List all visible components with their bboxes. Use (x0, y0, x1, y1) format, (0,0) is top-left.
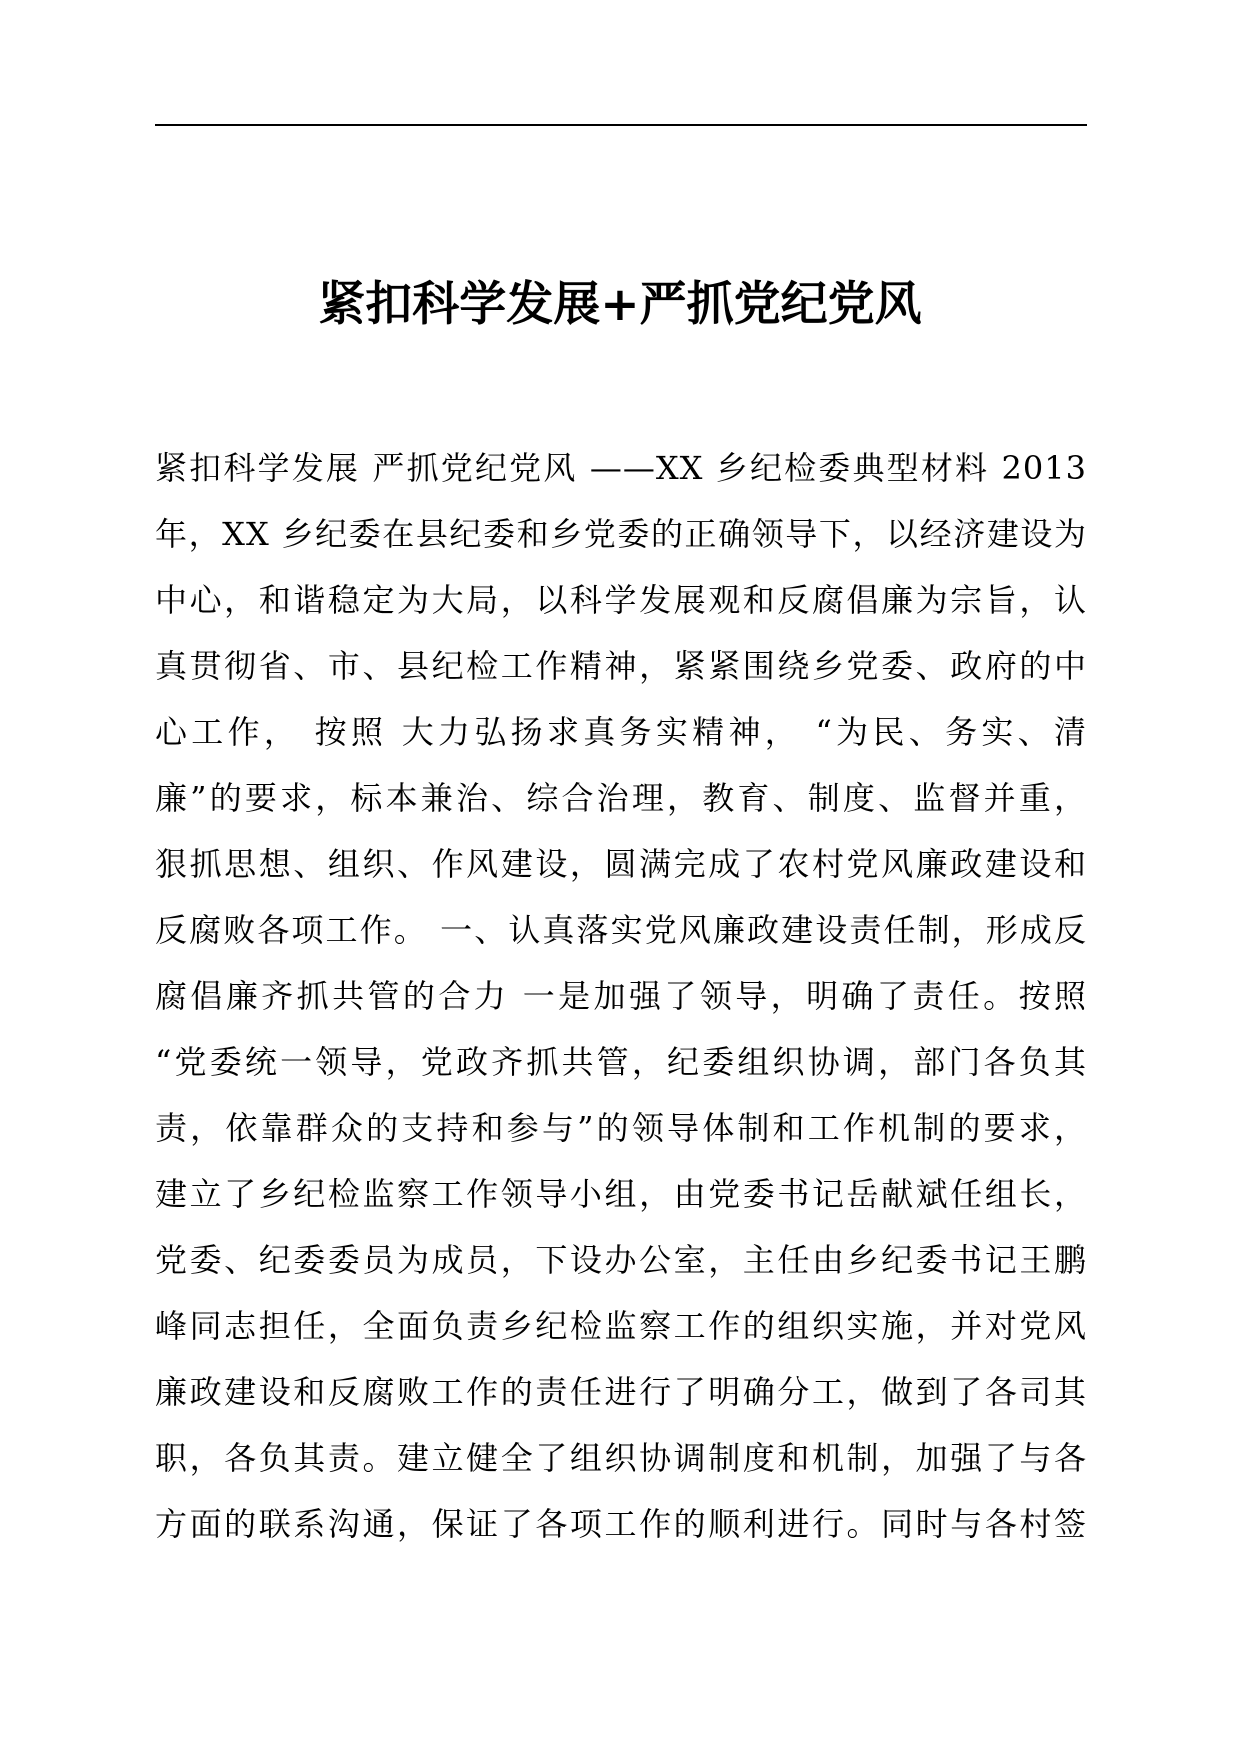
body-line: 心工作， 按照 大力弘扬求真务实精神， “为民、务实、清 (155, 713, 1087, 751)
body-line: 峰同志担任，全面负责乡纪检监察工作的组织实施，并对党风 (155, 1307, 1087, 1345)
document-title: 紧扣科学发展+严抓党纪党风 (318, 277, 922, 332)
body-line: 党委、纪委委员为成员，下设办公室，主任由乡纪委书记王鹏 (155, 1241, 1087, 1279)
body-line: 廉政建设和反腐败工作的责任进行了明确分工，做到了各司其 (155, 1373, 1087, 1411)
body-line: 廉”的要求，标本兼治、综合治理，教育、制度、监督并重， (155, 779, 1087, 817)
body-line: 紧扣科学发展 严抓党纪党风 ——XX 乡纪检委典型材料 2013 (155, 449, 1087, 487)
body-line: 年，XX 乡纪委在县纪委和乡党委的正确领导下，以经济建设为 (155, 515, 1087, 553)
body-line: “党委统一领导，党政齐抓共管，纪委组织协调，部门各负其 (155, 1043, 1087, 1081)
body-line: 狠抓思想、组织、作风建设，圆满完成了农村党风廉政建设和 (155, 845, 1087, 883)
document-body (155, 435, 1087, 1557)
body-line: 反腐败各项工作。 一、认真落实党风廉政建设责任制，形成反 (155, 911, 1087, 949)
body-line: 建立了乡纪检监察工作领导小组，由党委书记岳献斌任组长， (155, 1175, 1087, 1213)
body-line: 腐倡廉齐抓共管的合力 一是加强了领导，明确了责任。按照 (155, 977, 1087, 1015)
body-line: 中心，和谐稳定为大局，以科学发展观和反腐倡廉为宗旨，认 (155, 581, 1087, 619)
body-line: 责，依靠群众的支持和参与”的领导体制和工作机制的要求， (155, 1109, 1087, 1147)
body-line: 方面的联系沟通，保证了各项工作的顺利进行。同时与各村签 (155, 1505, 1087, 1543)
body-line: 真贯彻省、市、县纪检工作精神，紧紧围绕乡党委、政府的中 (155, 647, 1087, 685)
header-rule (155, 124, 1087, 126)
body-line: 职，各负其责。建立健全了组织协调制度和机制，加强了与各 (155, 1439, 1087, 1477)
